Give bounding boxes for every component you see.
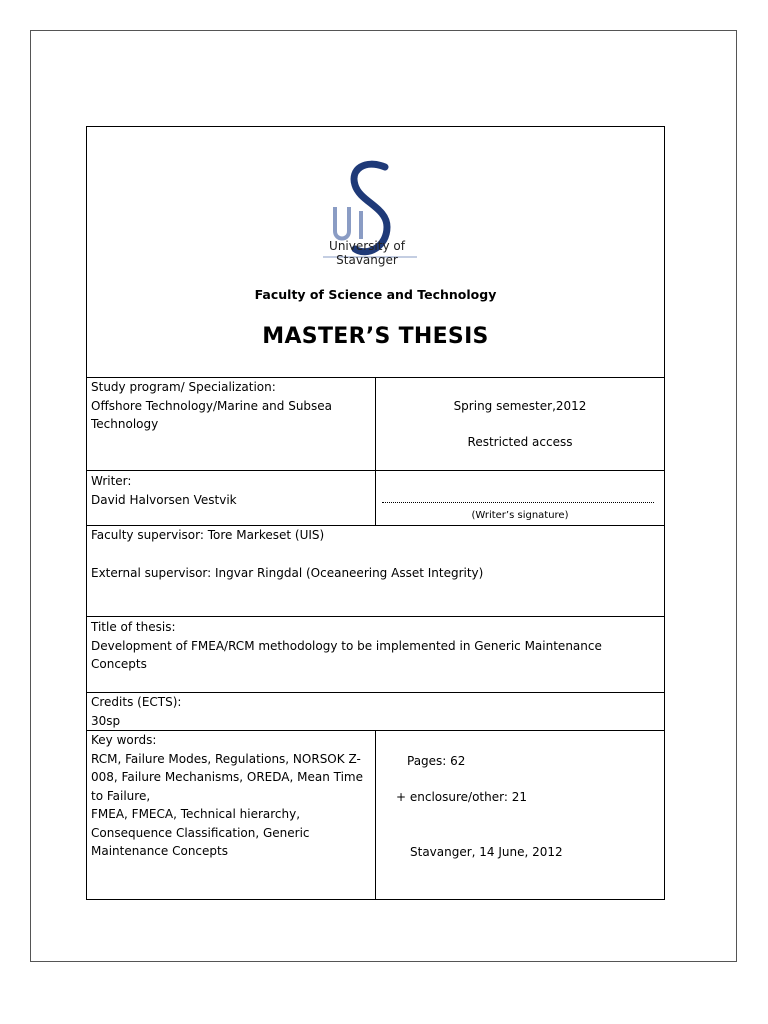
credits-value: 30sp [91,713,121,728]
column-divider [375,730,376,900]
keywords-line: Consequence Classification, Generic [91,825,310,840]
keywords-cell [91,731,375,861]
place-date: Stavanger, 14 June, 2012 [410,845,563,859]
signature-line [382,502,654,503]
thesis-title-value-cont: Concepts [91,657,147,671]
credits-label: Credits (ECTS): [91,695,182,709]
thesis-title-cell [91,618,661,674]
semester-cell [376,397,664,451]
writer-label: Writer: [91,474,132,488]
keywords-line: 008, Failure Mechanisms, OREDA, Mean Time [91,770,363,784]
page-count: Pages: 62 [407,754,466,768]
thesis-title-label: Title of thesis: [91,620,176,634]
study-program-label: Study program/ Specialization: [91,380,276,394]
study-program-value: Offshore Technology/Marine and Subsea [91,398,333,413]
keywords-line: to Failure, [91,788,151,803]
semester-text: Spring semester,2012 [453,399,587,413]
university-line-1: University of [329,239,405,253]
access-status: Restricted access [467,434,573,449]
study-program-cell [91,378,375,434]
study-program-value-cont: Technology [91,417,159,431]
faculty-supervisor: Faculty supervisor: Tore Markeset (UIS) [91,528,325,542]
university-line-2: Stavanger [336,253,398,267]
thesis-cover-form [86,126,665,900]
keywords-line: RCM, Failure Modes, Regulations, NORSOK Z- [91,751,361,766]
signature-cell [376,472,664,525]
divider [87,616,664,617]
supervisors-cell [91,526,661,582]
signature-label: (Writer’s signature) [471,510,569,521]
enclosure-count: + enclosure/other: 21 [396,790,527,804]
writer-cell [91,472,375,509]
writer-name: David Halvorsen Vestvik [91,492,237,507]
keywords-label: Key words: [91,733,157,747]
keywords-line: Maintenance Concepts [91,844,228,858]
document-type-title: MASTER’S THESIS [262,324,489,349]
keywords-line: FMEA, FMECA, Technical hierarchy, [91,807,301,821]
credits-cell [91,693,661,730]
thesis-title-value: Development of FMEA/RCM methodology to be implemented in Generic Maintenance [91,638,602,653]
university-name [277,239,457,267]
faculty-heading: Faculty of Science and Technology [254,287,497,302]
external-supervisor: External supervisor: Ingvar Ringdal (Oceaneering Asset Integrity) [91,565,484,580]
